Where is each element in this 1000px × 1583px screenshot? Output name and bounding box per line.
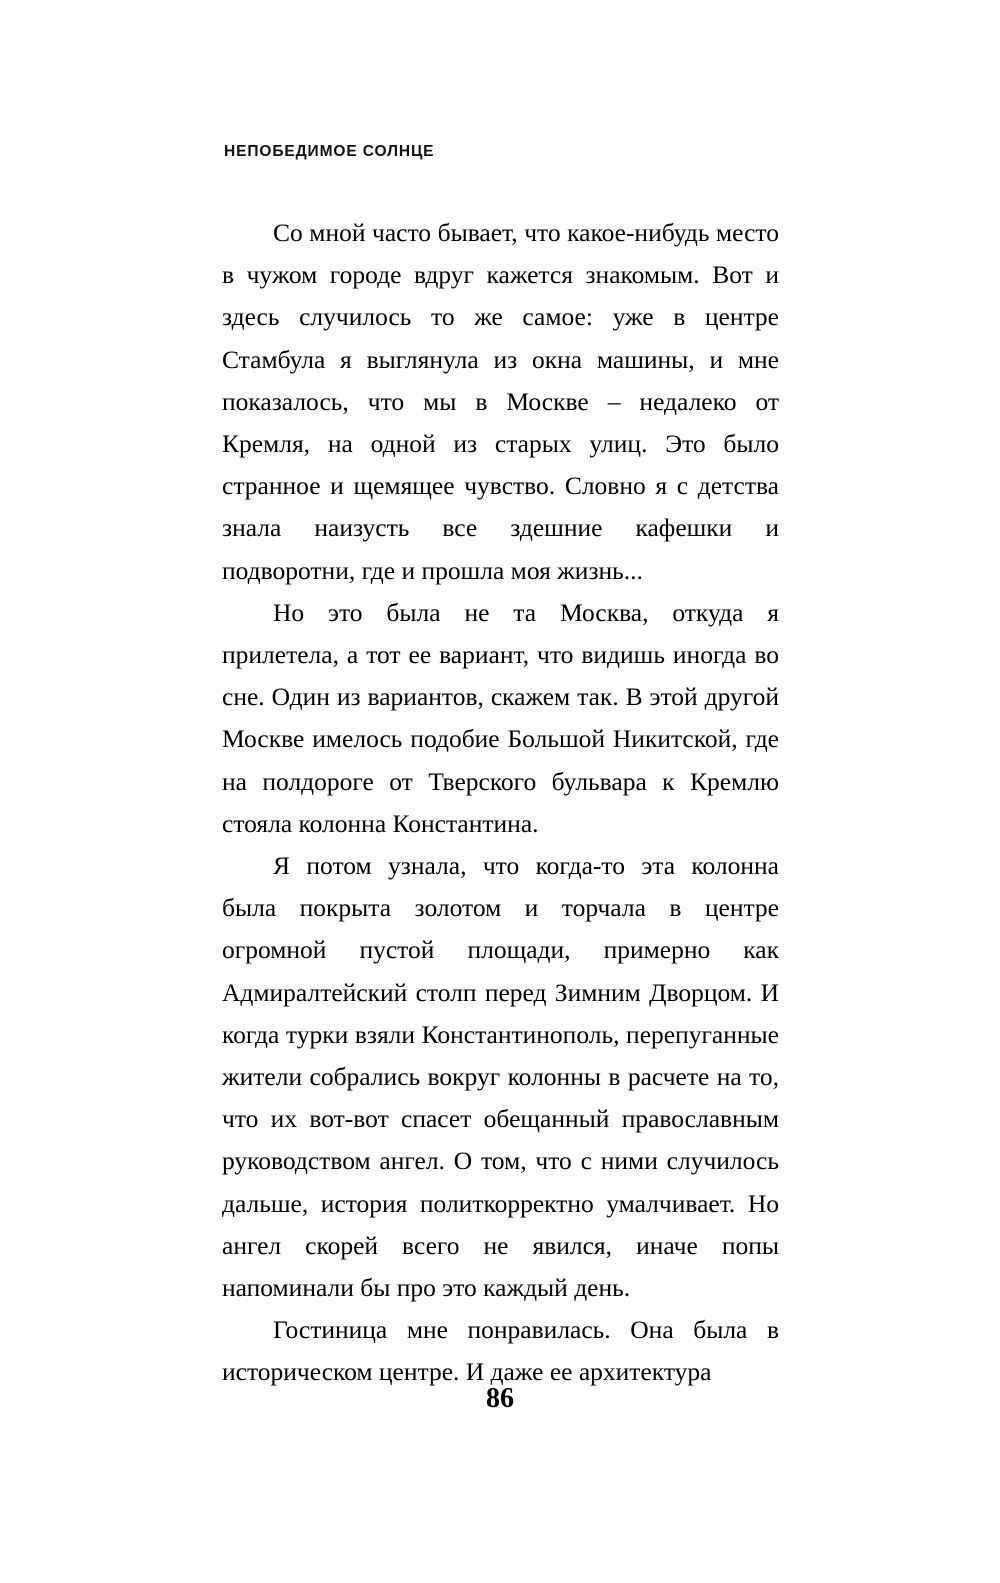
paragraph: Гостиница мне понравилась. Она была в историческом центре. И даже ее архитектура (222, 1315, 779, 1387)
paragraph: Я потом узнала, что когда-то эта колонна была покрыта золотом и торчала в центре огромной пустой площади, примерно как Адмиралтейский столп перед Зимним Дворцом. И когда турки взяли Константинополь, перепуганные жители собрались вокруг колонны в расчете на то, что их вот-вот спасет обещанный православным руководством ангел. О том, что с ними случилось дальше, история политкорректно умалчивает. Но ангел скорей всего не явился, иначе попы напоминали бы про это каждый день. (222, 851, 779, 1303)
paragraph: Со мной часто бывает, что какое-нибудь место в чужом городе вдруг кажется знакомым. Вот и здесь случилось то же самое: уже в центре Стамбула я выглянула из окна машины, и мне показалось, что мы в Москве – недалеко от Кремля, на одной из старых улиц. Это было странное и щемящее чувство. Словно я с детства знала наизусть все здешние кафешки и подворотни, где и прошла моя жизнь... (222, 218, 779, 585)
running-head: НЕПОБЕДИМОЕ СОЛНЦЕ (224, 143, 435, 160)
paragraph: Но это была не та Москва, откуда я прилетела, а тот ее вариант, что видишь иногда во сне. Один из вариантов, скажем так. В этой другой Москве имелось подобие Большой Никитской, где на полдороге от Тверского бульвара к Кремлю стояла колонна Константина. (222, 597, 779, 838)
page-number: 86 (486, 1383, 514, 1414)
body-text (222, 212, 779, 1394)
